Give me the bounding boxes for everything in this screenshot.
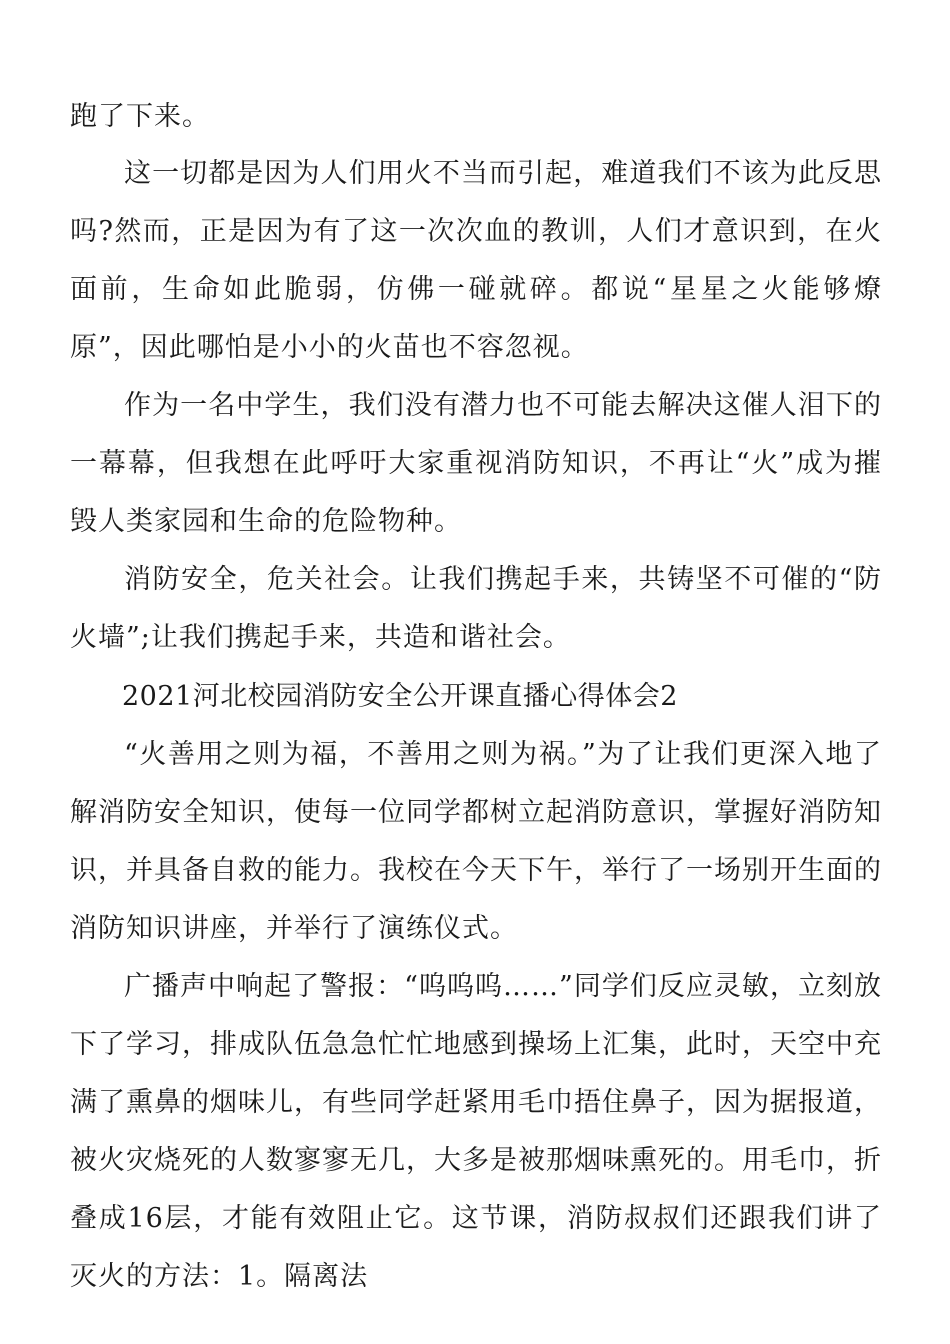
paragraph-lecture-intro: “火善用之则为福，不善用之则为祸。”为了让我们更深入地了解消防安全知识，使每一位同学都树立起消防意识，掌握好消防知识，并具备自救的能力。我校在今天下午，举行了一场别开生面的消防知识讲座，并举行了演练仪式。 [70, 739, 882, 944]
paragraph-student-appeal: 作为一名中学生，我们没有潜力也不可能去解决这催人泪下的一幕幕，但我想在此呼吁大家重视消防知识，不再让“火”成为摧毁人类家园和生命的危险物种。 [70, 390, 882, 537]
paragraph-safety-call: 消防安全，危关社会。让我们携起手来，共铸坚不可催的“防火墙”;让我们携起手来，共造和谐社会。 [70, 564, 882, 653]
paragraph-continuation: 跑了下来。 [70, 101, 210, 132]
paragraph-reflection: 这一切都是因为人们用火不当而引起，难道我们不该为此反思吗?然而，正是因为有了这一次次血的教训，人们才意识到，在火面前，生命如此脆弱，仿佛一碰就碎。都说“星星之火能够燎原”，因此哪怕是小小的火苗也不容忽视。 [70, 158, 882, 363]
section-heading: 2021河北校园消防安全公开课直播心得体会2 [122, 681, 678, 712]
paragraph-drill-description: 广播声中响起了警报：“呜呜呜……”同学们反应灵敏，立刻放下了学习，排成队伍急急忙忙地感到操场上汇集，此时，天空中充满了熏鼻的烟味儿，有些同学赶紧用毛巾捂住鼻子，因为据报道，被火灾烧死的人数寥寥无几，大多是被那烟味熏死的。用毛巾，折叠成16层，才能有效阻止它。这节课，消防叔叔们还跟我们讲了灭火的方法：1。隔离法 [70, 971, 882, 1292]
